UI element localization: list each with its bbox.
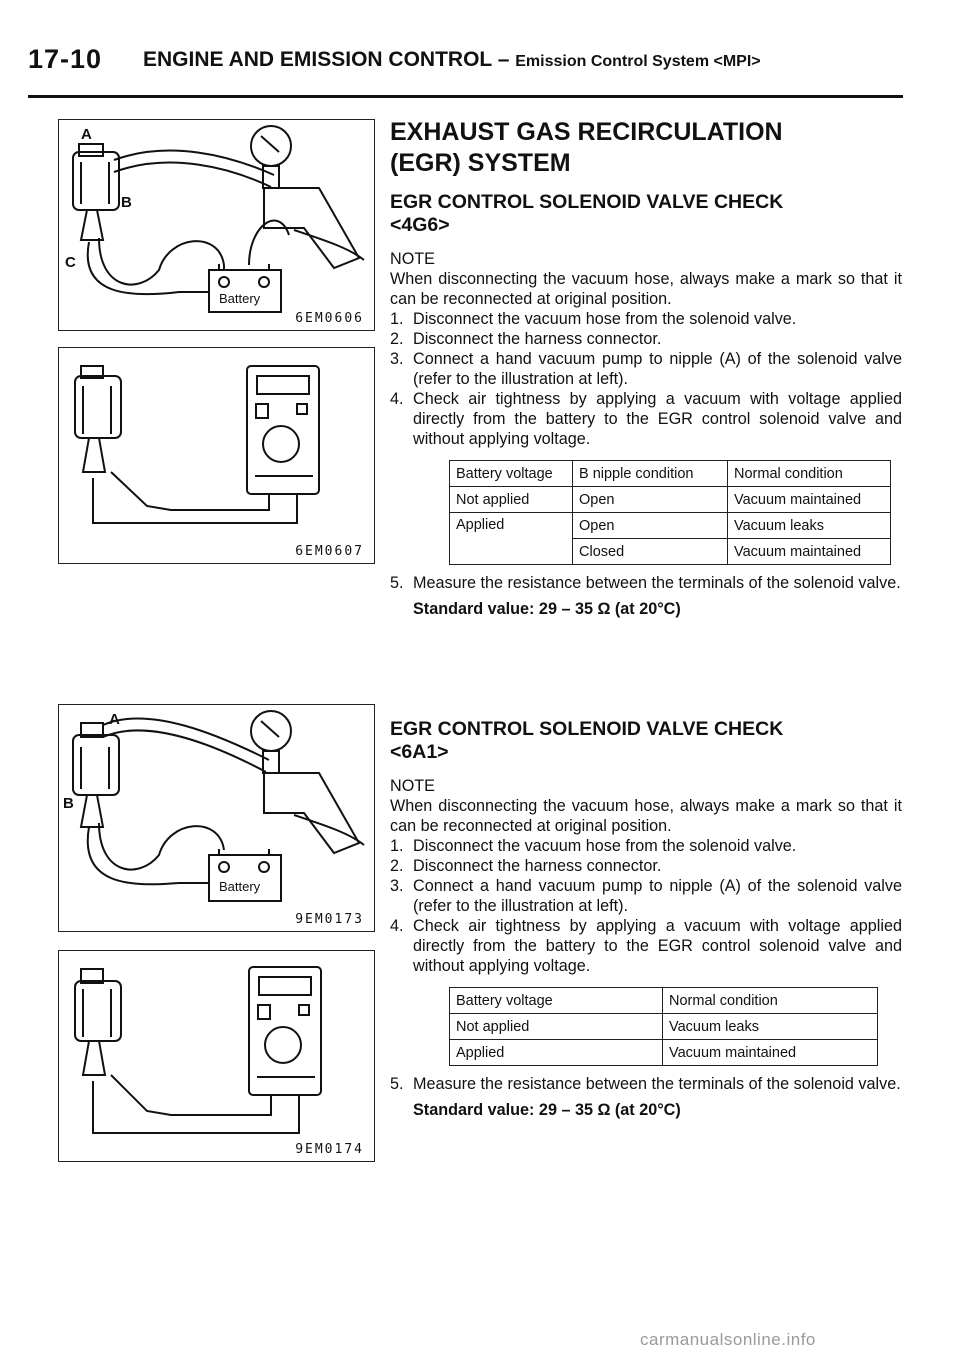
figure-code: 9EM0174 bbox=[295, 1142, 364, 1157]
step-text: Check air tightness by applying a vacuum with voltage applied directly from the battery to the EGR control solenoid valve and without applying voltage. bbox=[413, 917, 902, 975]
page-number: 17-10 bbox=[28, 44, 103, 74]
step-text: Check air tightness by applying a vacuum with voltage applied directly from the battery to the EGR control solenoid valve and without applying voltage. bbox=[413, 390, 902, 448]
step-item bbox=[390, 876, 902, 916]
step-number: 4. bbox=[390, 917, 404, 935]
table-header-row bbox=[450, 461, 891, 487]
table-header-cell: Normal condition bbox=[728, 461, 891, 487]
note-text: When disconnecting the vacuum hose, always make a mark so that it can be reconnected at original position. bbox=[390, 270, 902, 308]
table-cell: Vacuum maintained bbox=[663, 1040, 878, 1066]
engine-code: <6A1> bbox=[390, 741, 449, 763]
step-item bbox=[390, 389, 902, 449]
step-number: 5. bbox=[390, 574, 404, 592]
figure-vacuum-pump-6a1 bbox=[58, 704, 375, 932]
page-header bbox=[28, 42, 903, 98]
step-number: 3. bbox=[390, 877, 404, 895]
table-header-cell: B nipple condition bbox=[573, 461, 728, 487]
label-b: B bbox=[121, 194, 132, 211]
step-text: Disconnect the harness connector. bbox=[413, 857, 662, 875]
step-number: 5. bbox=[390, 1075, 404, 1093]
step-item bbox=[390, 916, 902, 976]
watermark: carmanualsonline.info bbox=[640, 1330, 816, 1349]
table-cell: Not applied bbox=[450, 487, 573, 513]
label-b: B bbox=[63, 795, 74, 812]
ohmmeter-illustration bbox=[59, 951, 374, 1161]
table-cell: Vacuum leaks bbox=[663, 1014, 878, 1040]
step-item bbox=[390, 836, 902, 856]
figure-code: 9EM0173 bbox=[295, 912, 364, 927]
table-cell: Closed bbox=[573, 539, 728, 565]
label-c: C bbox=[65, 254, 76, 271]
label-a: A bbox=[81, 126, 92, 143]
step-number: 1. bbox=[390, 837, 404, 855]
figure-vacuum-pump-4g6 bbox=[58, 119, 375, 331]
figure-code: 6EM0607 bbox=[295, 544, 364, 559]
step-number: 3. bbox=[390, 350, 404, 368]
step-item bbox=[390, 329, 902, 349]
table-row bbox=[450, 513, 891, 539]
step-number: 4. bbox=[390, 390, 404, 408]
section-title: EGR CONTROL SOLENOID VALVE CHECK bbox=[390, 718, 784, 740]
step-text: Measure the resistance between the terminals of the solenoid valve. bbox=[413, 1075, 901, 1093]
header-rule bbox=[28, 95, 903, 98]
table-header-row bbox=[450, 988, 878, 1014]
table-header-cell: Normal condition bbox=[663, 988, 878, 1014]
table-cell: Applied bbox=[450, 1040, 663, 1066]
standard-value: Standard value: 29 – 35 Ω (at 20°C) bbox=[413, 1101, 681, 1119]
step-text: Connect a hand vacuum pump to nipple (A) of the solenoid valve (refer to the illustration at left). bbox=[413, 350, 902, 388]
label-a: A bbox=[109, 711, 120, 728]
vacuum-pump-illustration bbox=[59, 705, 374, 931]
subsection-name: Emission Control System <MPI> bbox=[515, 53, 761, 70]
figure-code: 6EM0606 bbox=[295, 311, 364, 326]
step-text: Disconnect the vacuum hose from the solenoid valve. bbox=[413, 837, 797, 855]
table-cell: Open bbox=[573, 513, 728, 539]
section-name: ENGINE AND EMISSION CONTROL bbox=[143, 48, 492, 71]
step-item bbox=[390, 349, 902, 389]
table-header-cell: Battery voltage bbox=[450, 988, 663, 1014]
note-text: When disconnecting the vacuum hose, always make a mark so that it can be reconnected at original position. bbox=[390, 797, 902, 835]
section-title: EGR CONTROL SOLENOID VALVE CHECK bbox=[390, 191, 784, 213]
main-title-line2: (EGR) SYSTEM bbox=[390, 149, 571, 177]
step-item bbox=[390, 856, 902, 876]
title-separator: – bbox=[497, 48, 510, 71]
table-cell: Applied bbox=[450, 513, 573, 565]
figure-ohmmeter-4g6 bbox=[58, 347, 375, 564]
step-text: Disconnect the vacuum hose from the solenoid valve. bbox=[413, 310, 797, 328]
step-number: 1. bbox=[390, 310, 404, 328]
battery-label: Battery bbox=[219, 291, 261, 306]
table-cell: Vacuum leaks bbox=[728, 513, 891, 539]
table-cell: Not applied bbox=[450, 1014, 663, 1040]
section-title bbox=[143, 48, 761, 72]
table-row bbox=[450, 487, 891, 513]
table-header-cell: Battery voltage bbox=[450, 461, 573, 487]
standard-value: Standard value: 29 – 35 Ω (at 20°C) bbox=[413, 600, 681, 618]
condition-table bbox=[449, 987, 878, 1066]
table-row bbox=[450, 1040, 878, 1066]
note-label: NOTE bbox=[390, 250, 435, 268]
step-item bbox=[390, 309, 902, 329]
ohmmeter-illustration bbox=[59, 348, 374, 563]
table-cell: Vacuum maintained bbox=[728, 539, 891, 565]
main-title-line1: EXHAUST GAS RECIRCULATION bbox=[390, 118, 783, 146]
table-cell: Vacuum maintained bbox=[728, 487, 891, 513]
note-label: NOTE bbox=[390, 777, 435, 795]
step-text: Disconnect the harness connector. bbox=[413, 330, 662, 348]
step-text: Measure the resistance between the terminals of the solenoid valve. bbox=[413, 574, 901, 592]
step-number: 2. bbox=[390, 857, 404, 875]
vacuum-pump-illustration bbox=[59, 120, 374, 330]
condition-table bbox=[449, 460, 891, 565]
step-text: Connect a hand vacuum pump to nipple (A) of the solenoid valve (refer to the illustration at left). bbox=[413, 877, 902, 915]
step-item bbox=[390, 573, 902, 593]
step-number: 2. bbox=[390, 330, 404, 348]
engine-code: <4G6> bbox=[390, 214, 450, 236]
step-item bbox=[390, 1074, 902, 1094]
section-6a1 bbox=[390, 718, 902, 1120]
figure-ohmmeter-6a1 bbox=[58, 950, 375, 1162]
section-4g6 bbox=[390, 117, 902, 619]
table-cell: Open bbox=[573, 487, 728, 513]
battery-label: Battery bbox=[219, 879, 261, 894]
table-row bbox=[450, 1014, 878, 1040]
